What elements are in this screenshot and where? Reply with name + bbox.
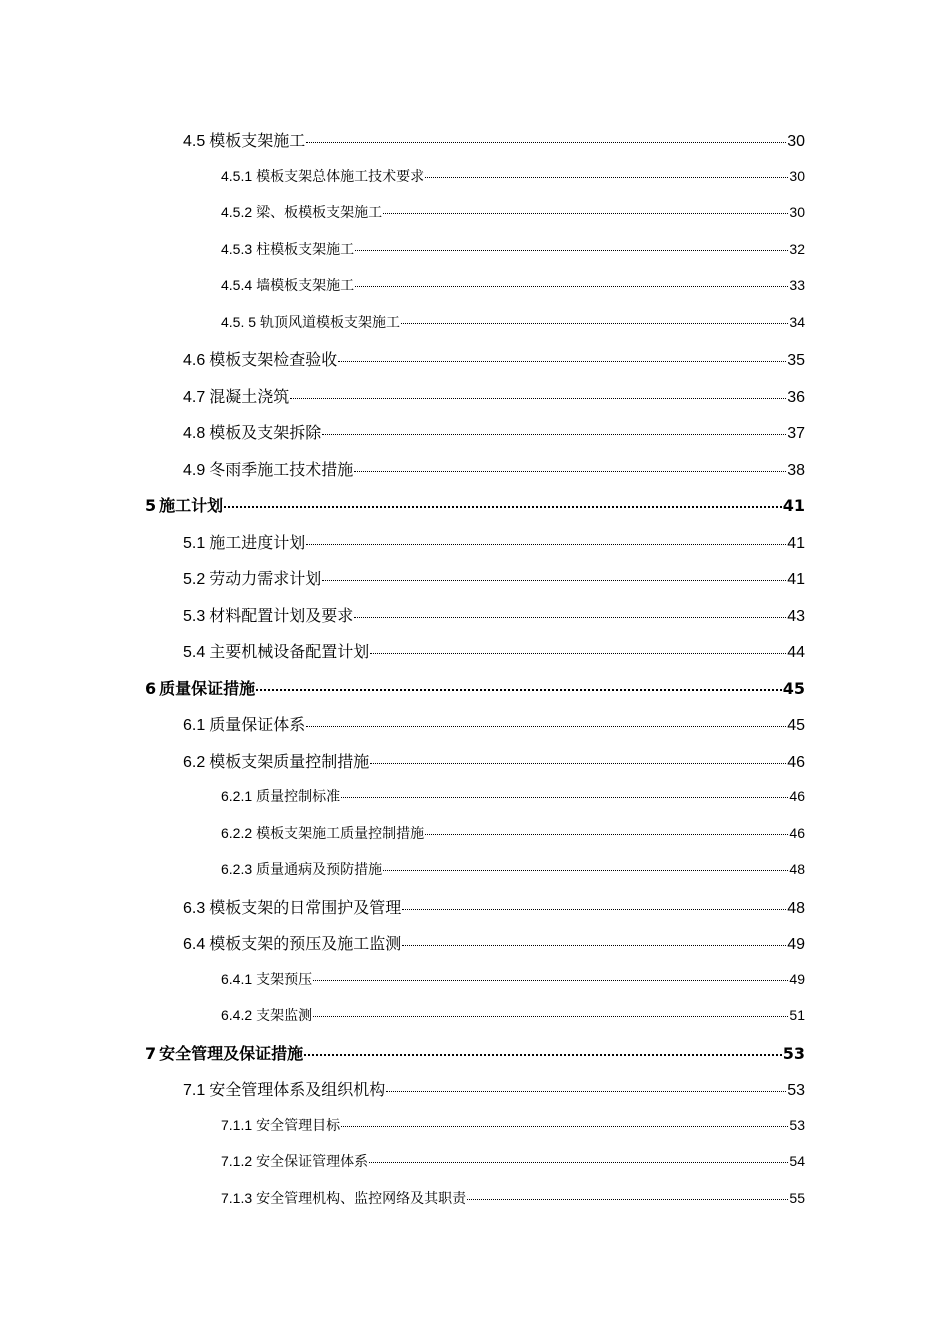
- toc-entry-page-number: 46: [789, 824, 805, 841]
- toc-entry-title: 梁、板模板支架施工: [256, 206, 383, 222]
- toc-entry-number: 4.5.1: [221, 167, 253, 184]
- toc-entry-number: 5.2: [183, 571, 206, 589]
- toc-entry-title: 模板支架施工: [209, 133, 306, 151]
- toc-entry[interactable]: [145, 1041, 805, 1064]
- toc-entry-page-number: 55: [789, 1189, 805, 1206]
- toc-entry-number: 4.5.2: [221, 204, 253, 221]
- toc-entry-title: 质量保证体系: [209, 717, 306, 735]
- toc-dot-leader: [338, 361, 786, 362]
- toc-entry-number: 6.3: [183, 899, 206, 917]
- toc-dot-leader: [383, 870, 788, 871]
- toc-entry-title: 模板支架总体施工技术要求: [256, 169, 425, 185]
- toc-entry[interactable]: [183, 347, 805, 370]
- toc-entry[interactable]: [221, 1188, 805, 1208]
- toc-entry[interactable]: [221, 1005, 805, 1025]
- toc-entry-title: 材料配置计划及要求: [209, 607, 354, 625]
- toc-dot-leader: [256, 689, 782, 691]
- toc-dot-leader: [341, 797, 788, 798]
- toc-entry-number: 6.2.1: [221, 788, 253, 805]
- toc-dot-leader: [354, 617, 786, 618]
- toc-entry-title: 模板支架检查验收: [209, 352, 338, 370]
- toc-entry[interactable]: [221, 239, 805, 259]
- toc-entry[interactable]: [145, 493, 805, 516]
- toc-entry[interactable]: [221, 859, 805, 879]
- toc-entry[interactable]: [183, 566, 805, 589]
- toc-dot-leader: [369, 1162, 788, 1163]
- toc-dot-leader: [467, 1199, 788, 1200]
- toc-dot-leader: [425, 834, 788, 835]
- toc-entry-title: 冬雨季施工技术措施: [209, 461, 354, 479]
- toc-dot-leader: [322, 434, 786, 435]
- toc-entry-number: 6.2: [183, 753, 206, 771]
- toc-dot-leader: [313, 980, 788, 981]
- toc-entry-page-number: 30: [789, 167, 805, 184]
- toc-entry-title: 支架预压: [256, 972, 313, 988]
- toc-dot-leader: [383, 213, 788, 214]
- toc-entry-title: 墙模板支架施工: [256, 279, 355, 295]
- toc-entry-title: 主要机械设备配置计划: [209, 644, 370, 662]
- toc-entry-title: 轨顶风道模板支架施工: [260, 315, 401, 331]
- toc-dot-leader: [224, 506, 782, 508]
- toc-entry-page-number: 49: [789, 970, 805, 987]
- toc-entry-number: 4.5.4: [221, 277, 253, 294]
- toc-entry-number: 4.7: [183, 388, 206, 406]
- toc-entry-page-number: 34: [789, 313, 805, 330]
- toc-dot-leader: [425, 177, 788, 178]
- toc-entry-number: 7.1: [183, 1082, 206, 1100]
- toc-entry[interactable]: [183, 1077, 805, 1100]
- toc-dot-leader: [402, 945, 786, 946]
- toc-dot-leader: [313, 1016, 788, 1017]
- toc-entry-page-number: 45: [782, 678, 805, 698]
- toc-entry[interactable]: [221, 1115, 805, 1135]
- toc-dot-leader: [370, 763, 786, 764]
- toc-dot-leader: [354, 471, 786, 472]
- toc-entry[interactable]: [221, 786, 805, 806]
- toc-entry-number: 6.1: [183, 717, 206, 735]
- toc-entry-title: 混凝土浇筑: [209, 388, 290, 406]
- toc-entry-number: 7.1.3: [221, 1189, 253, 1206]
- toc-entry[interactable]: [183, 712, 805, 735]
- toc-entry[interactable]: [221, 823, 805, 843]
- toc-entry-page-number: 33: [789, 277, 805, 294]
- toc-entry[interactable]: [221, 969, 805, 989]
- toc-entry-page-number: 43: [787, 607, 805, 625]
- toc-entry[interactable]: [183, 749, 805, 772]
- toc-entry-page-number: 30: [789, 204, 805, 221]
- toc-entry[interactable]: [221, 166, 805, 186]
- toc-entry-page-number: 41: [782, 496, 805, 516]
- toc-entry[interactable]: [221, 202, 805, 222]
- toc-entry-page-number: 48: [787, 899, 805, 917]
- toc-entry-number: 5: [145, 496, 157, 516]
- toc-entry-number: 6.4.2: [221, 1007, 253, 1024]
- toc-dot-leader: [370, 653, 786, 654]
- toc-entry-number: 4.8: [183, 425, 206, 443]
- toc-entry-page-number: 44: [787, 644, 805, 662]
- toc-entry-number: 7: [145, 1043, 157, 1063]
- toc-entry-number: 5.4: [183, 644, 206, 662]
- toc-entry-title: 安全管理及保证措施: [159, 1043, 304, 1063]
- toc-entry[interactable]: [183, 420, 805, 443]
- toc-entry-page-number: 46: [789, 788, 805, 805]
- toc-entry-number: 6.4: [183, 936, 206, 954]
- toc-entry-title: 安全管理目标: [256, 1118, 341, 1134]
- toc-entry-title: 质量保证措施: [159, 678, 256, 698]
- toc-entry-page-number: 53: [782, 1043, 805, 1063]
- toc-entry[interactable]: [183, 931, 805, 954]
- toc-entry-title: 安全管理体系及组织机构: [209, 1082, 386, 1100]
- toc-entry-number: 5.3: [183, 607, 206, 625]
- toc-entry-number: 6.2.2: [221, 824, 253, 841]
- toc-entry-number: 4.9: [183, 461, 206, 479]
- toc-entry-page-number: 38: [787, 461, 805, 479]
- toc-dot-leader: [290, 398, 786, 399]
- toc-entry-page-number: 37: [787, 425, 805, 443]
- toc-entry-title: 模板及支架拆除: [209, 425, 322, 443]
- toc-entry-page-number: 49: [787, 936, 805, 954]
- toc-entry-title: 模板支架质量控制措施: [209, 753, 370, 771]
- toc-dot-leader: [386, 1091, 786, 1092]
- toc-entry[interactable]: [183, 603, 805, 626]
- toc-entry-number: 4.5: [183, 133, 206, 151]
- toc-entry-title: 模板支架施工质量控制措施: [256, 826, 425, 842]
- toc-entry[interactable]: [183, 895, 805, 918]
- toc-entry[interactable]: [221, 312, 805, 332]
- toc-dot-leader: [341, 1126, 788, 1127]
- toc-entry[interactable]: [183, 639, 805, 662]
- toc-entry-title: 施工计划: [159, 496, 224, 516]
- toc-entry-page-number: 35: [787, 352, 805, 370]
- toc-entry-title: 安全保证管理体系: [256, 1155, 369, 1171]
- toc-dot-leader: [355, 250, 788, 251]
- toc-entry[interactable]: [221, 1151, 805, 1171]
- toc-entry-number: 4.5. 5: [221, 313, 257, 330]
- toc-entry-page-number: 46: [787, 753, 805, 771]
- toc-entry-page-number: 41: [787, 534, 805, 552]
- toc-entry-page-number: 30: [787, 133, 805, 151]
- toc-entry-title: 柱模板支架施工: [256, 242, 355, 258]
- toc-entry-title: 模板支架的预压及施工监测: [209, 936, 402, 954]
- toc-entry-title: 支架监测: [256, 1009, 313, 1025]
- toc-dot-leader: [355, 286, 788, 287]
- toc-entry-page-number: 54: [789, 1153, 805, 1170]
- toc-entry[interactable]: [183, 384, 805, 407]
- toc-entry-title: 质量通病及预防措施: [256, 863, 383, 879]
- toc-entry[interactable]: [183, 457, 805, 480]
- toc-entry-page-number: 53: [789, 1116, 805, 1133]
- toc-entry-title: 质量控制标准: [256, 790, 341, 806]
- toc-entry-number: 4.6: [183, 352, 206, 370]
- toc-entry[interactable]: [183, 530, 805, 553]
- toc-dot-leader: [322, 580, 786, 581]
- toc-entry-number: 5.1: [183, 534, 206, 552]
- toc-dot-leader: [401, 323, 788, 324]
- toc-entry-page-number: 41: [787, 571, 805, 589]
- toc-entry-page-number: 53: [787, 1082, 805, 1100]
- toc-entry[interactable]: [221, 275, 805, 295]
- toc-entry[interactable]: [145, 676, 805, 699]
- toc-entry[interactable]: [183, 128, 805, 151]
- toc-entry-number: 4.5.3: [221, 240, 253, 257]
- toc-entry-number: 6: [145, 678, 157, 698]
- toc-dot-leader: [304, 1054, 782, 1056]
- toc-entry-number: 6.2.3: [221, 861, 253, 878]
- toc-entry-title: 劳动力需求计划: [209, 571, 322, 589]
- toc-dot-leader: [306, 544, 786, 545]
- toc-entry-title: 模板支架的日常围护及管理: [209, 899, 402, 917]
- toc-entry-number: 6.4.1: [221, 970, 253, 987]
- toc-entry-page-number: 51: [789, 1007, 805, 1024]
- toc-entry-title: 施工进度计划: [209, 534, 306, 552]
- toc-dot-leader: [306, 726, 786, 727]
- toc-entry-number: 7.1.1: [221, 1116, 253, 1133]
- toc-entry-title: 安全管理机构、监控网络及其职责: [256, 1191, 467, 1207]
- toc-entry-page-number: 45: [787, 717, 805, 735]
- toc-entry-number: 7.1.2: [221, 1153, 253, 1170]
- toc-entry-page-number: 32: [789, 240, 805, 257]
- toc-entry-page-number: 48: [789, 861, 805, 878]
- toc-dot-leader: [306, 142, 786, 143]
- toc-dot-leader: [402, 909, 786, 910]
- toc-entry-page-number: 36: [787, 388, 805, 406]
